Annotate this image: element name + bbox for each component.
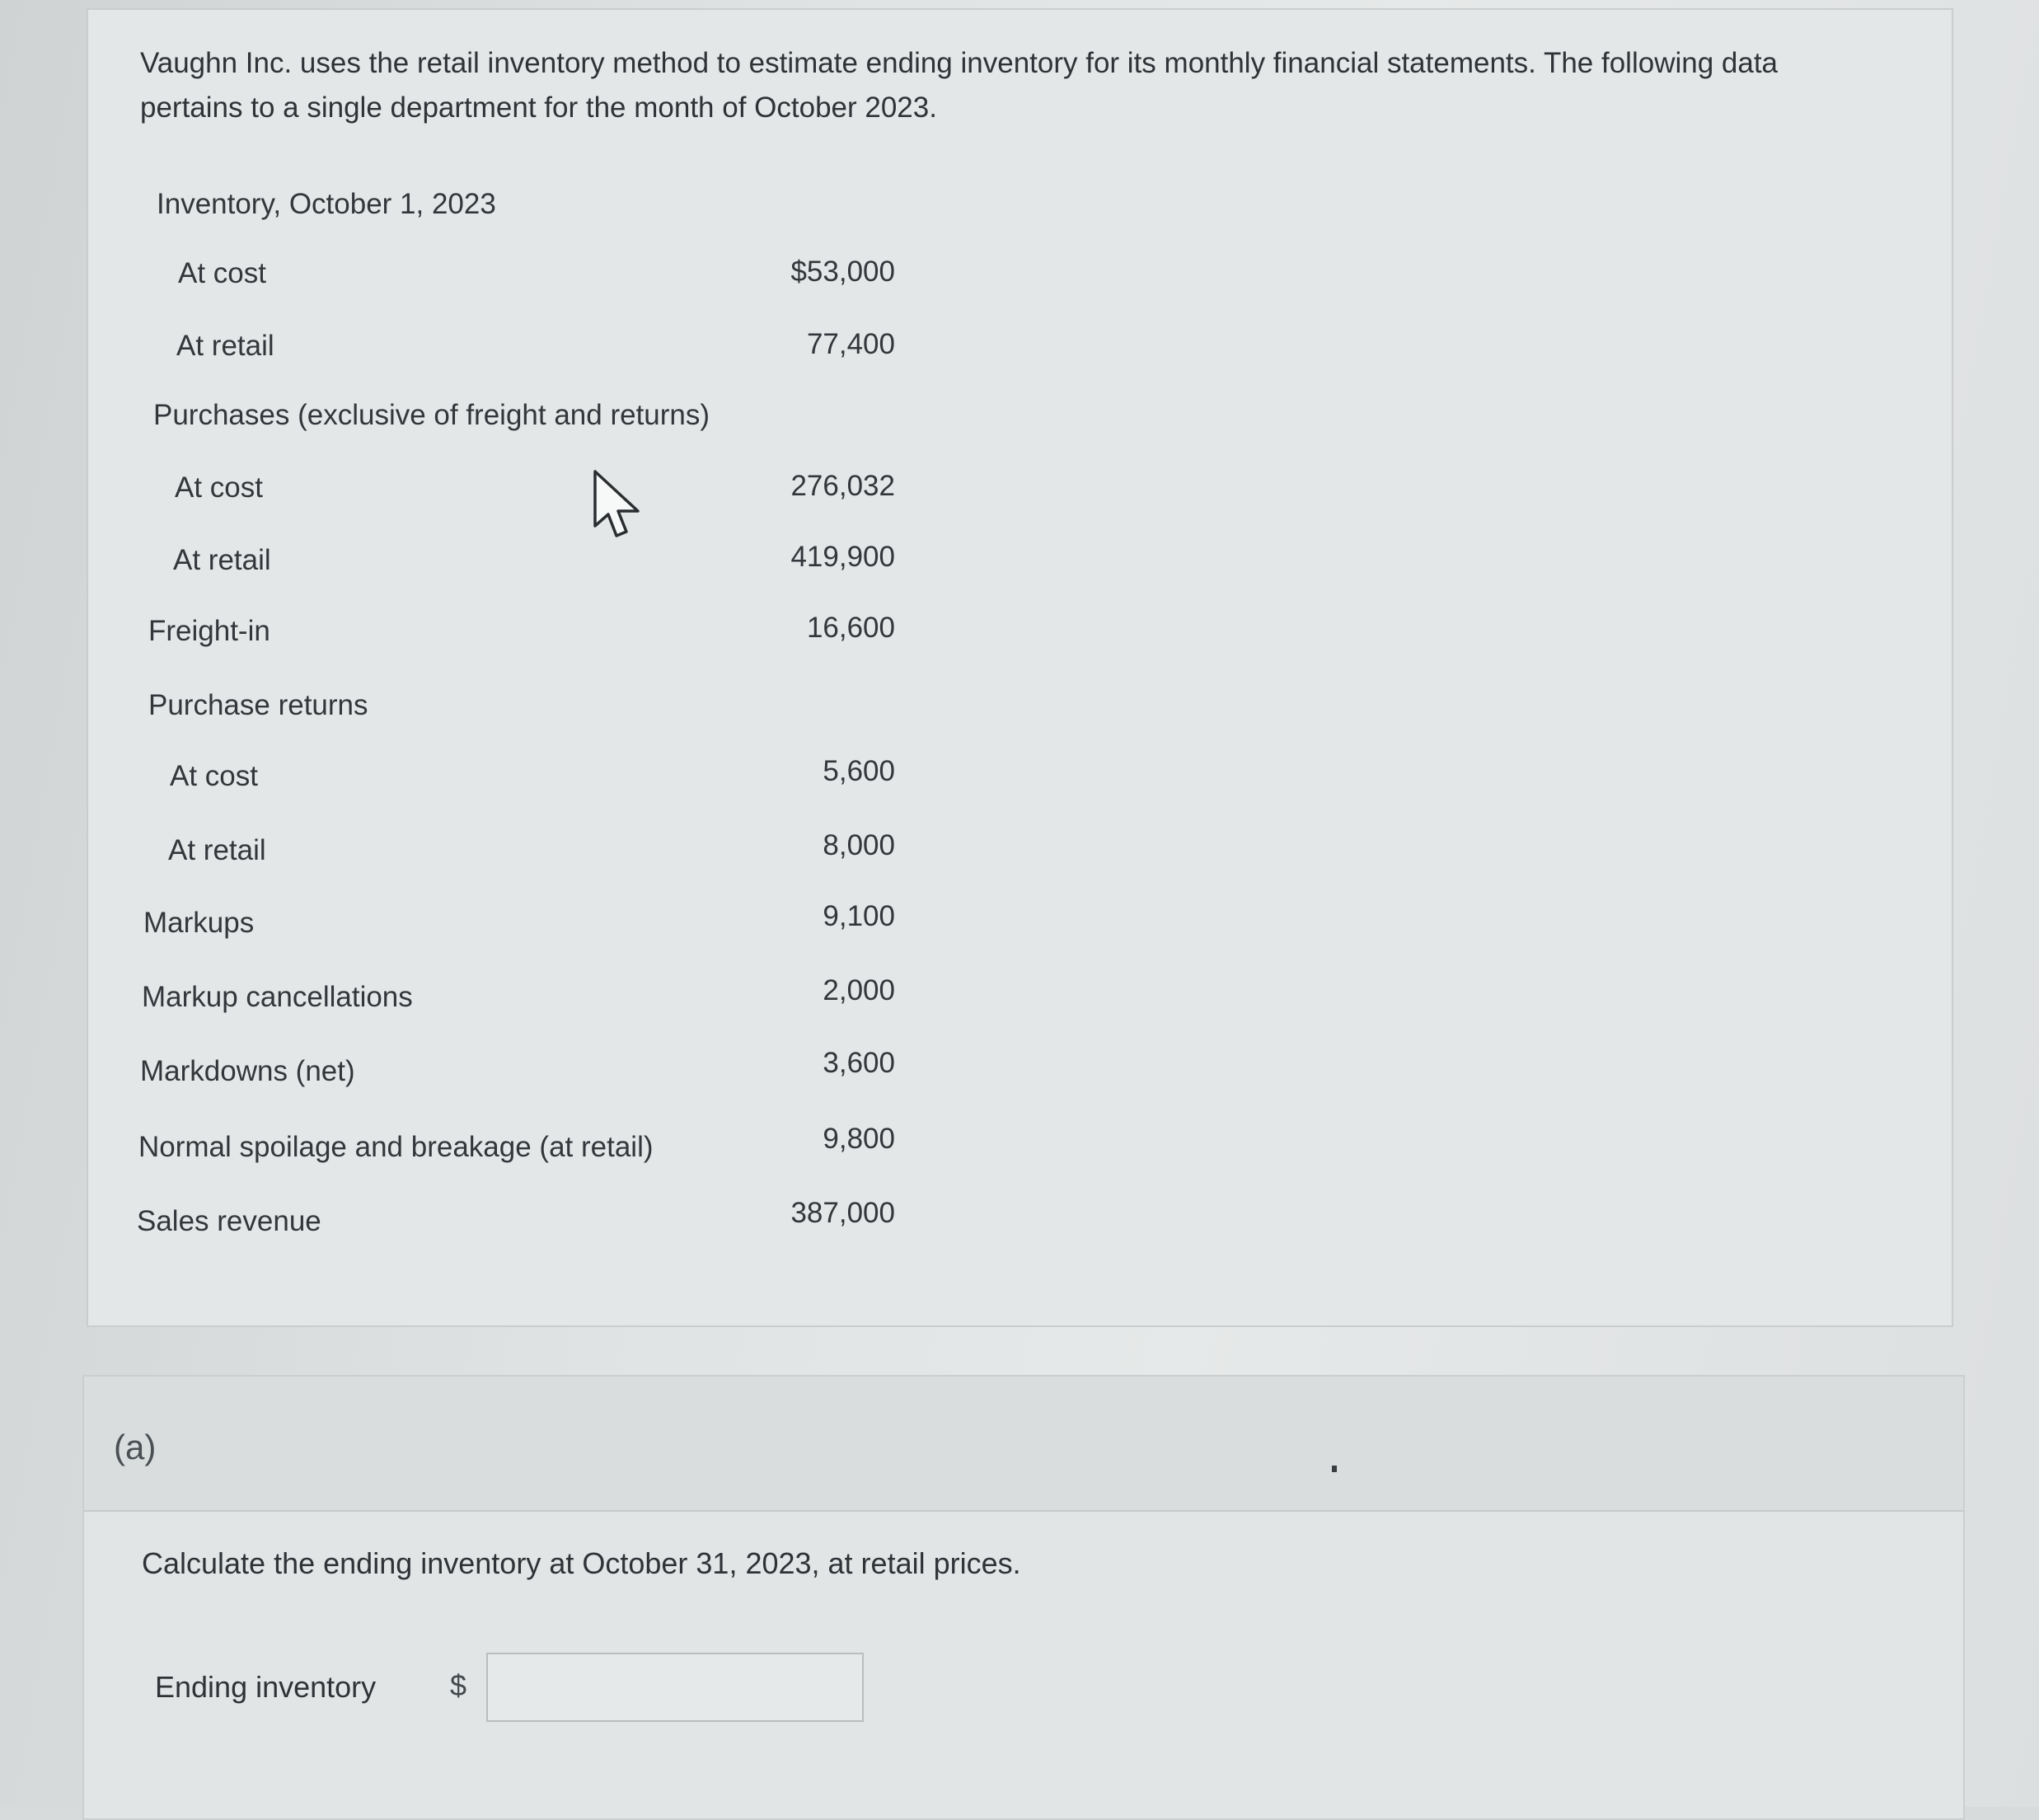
ending-inventory-input[interactable]: [486, 1653, 864, 1722]
part-a-label: (a): [114, 1428, 157, 1466]
row-value-inventory-retail: 77,400: [806, 328, 895, 360]
row-value-spoilage: 9,800: [823, 1123, 895, 1155]
row-label-purchases-cost: At cost: [175, 471, 263, 504]
row-label-markdowns: Markdowns (net): [140, 1055, 355, 1087]
row-label-freight-in: Freight-in: [148, 615, 270, 647]
row-label-sales-revenue: Sales revenue: [137, 1205, 321, 1237]
screen-speck: [1332, 1466, 1337, 1472]
row-value-markup-cancellations: 2,000: [823, 974, 895, 1006]
part-a-question: Calculate the ending inventory at October 31, 2023, at retail prices.: [142, 1546, 1021, 1580]
part-a-panel: [82, 1375, 1965, 1820]
row-value-returns-cost: 5,600: [823, 755, 895, 787]
row-label-inventory-retail: At retail: [176, 330, 274, 362]
row-value-inventory-cost: $53,000: [790, 256, 895, 288]
ending-inventory-label: Ending inventory: [155, 1670, 377, 1704]
row-value-sales-revenue: 387,000: [790, 1197, 895, 1229]
mouse-pointer-icon: [592, 468, 646, 542]
row-label-inventory-cost: At cost: [178, 257, 266, 289]
row-label-returns-cost: At cost: [170, 760, 258, 792]
row-value-markdowns: 3,600: [823, 1047, 895, 1079]
row-value-markups: 9,100: [823, 900, 895, 932]
row-value-purchases-cost: 276,032: [790, 470, 895, 502]
row-label-markup-cancellations: Markup cancellations: [142, 981, 413, 1013]
row-label-purchases: Purchases (exclusive of freight and returns): [153, 399, 710, 431]
row-label-spoilage: Normal spoilage and breakage (at retail): [138, 1131, 654, 1163]
row-label-inventory: Inventory, October 1, 2023: [157, 188, 496, 220]
row-value-returns-retail: 8,000: [823, 829, 895, 861]
row-label-returns-retail: At retail: [168, 834, 266, 866]
row-value-freight-in: 16,600: [806, 612, 895, 644]
row-label-purchases-retail: At retail: [173, 544, 271, 576]
currency-symbol: $: [450, 1668, 467, 1702]
row-label-purchase-returns: Purchase returns: [148, 689, 368, 721]
row-label-markups: Markups: [143, 907, 255, 939]
problem-intro: Vaughn Inc. uses the retail inventory method to estimate ending inventory for its monthly financial statements. The following data pertains to a single department for the month of October 2023.: [140, 47, 1779, 124]
row-value-purchases-retail: 419,900: [790, 541, 895, 573]
part-a-header: [84, 1377, 1963, 1512]
